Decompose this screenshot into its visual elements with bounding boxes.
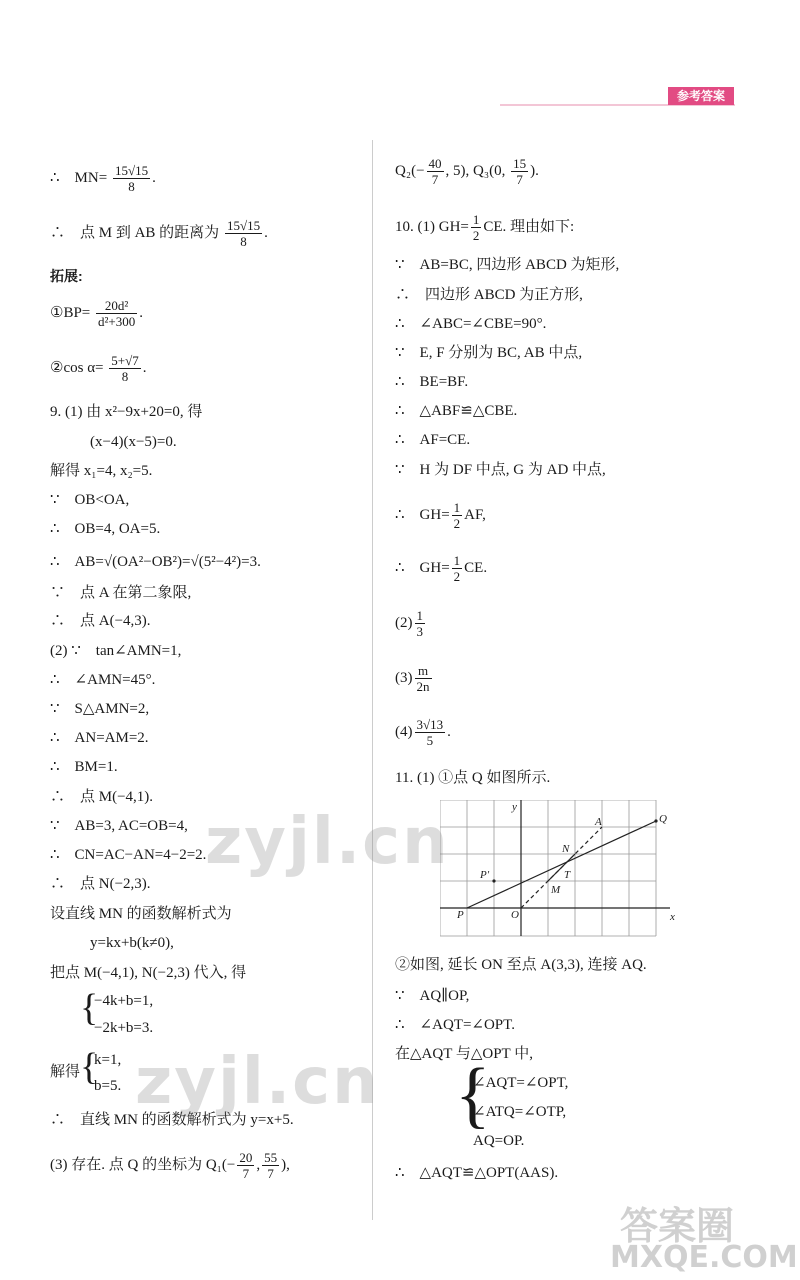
q9-line: (2) ∵ tan∠AMN=1, bbox=[50, 643, 182, 659]
q9-line: ∴ 点 N(−2,3). bbox=[50, 876, 151, 892]
q9-line: 把点 M(−4,1), N(−2,3) 代入, 得 bbox=[50, 965, 247, 981]
q11-line: 在△AQT 与△OPT 中, bbox=[395, 1046, 533, 1062]
q11-line: ②如图, 延长 ON 至点 A(3,3), 连接 AQ. bbox=[395, 957, 647, 973]
q10-line: 10. (1) GH= $\frac{1}{2}$ CE. 理由如下: bbox=[395, 212, 575, 243]
q9-line: ∴ CN=AC−AN=4−2=2. bbox=[50, 847, 207, 863]
line-mn: ∴ MN= $\frac{15√15}{8}$ . bbox=[50, 163, 156, 194]
q9-line-q1: (3) 存在. 点 Q 的坐标为 Q₁(− $\frac{20}{7}$ , $\frac{55}{7}$ ), bbox=[50, 1150, 290, 1181]
watermark-zyjl-1: zyjl.cn bbox=[205, 805, 450, 879]
q9-line: k=1, bbox=[94, 1052, 122, 1068]
q9-line: 解得 x₁=4, x₂=5. bbox=[50, 463, 153, 479]
label-p: P bbox=[457, 909, 464, 921]
q10-line: ∵ E, F 分别为 BC, AB 中点, bbox=[395, 345, 583, 361]
q9-line: ∴ AB=√(OA²−OB²)=√(5²−4²)=3. bbox=[50, 554, 261, 570]
q11-line: AQ=OP. bbox=[473, 1133, 525, 1149]
frac-bp: $\frac{\text{20d²}}{\text{d²+300}}$ bbox=[98, 298, 136, 329]
q9-line: b=5. bbox=[94, 1078, 122, 1094]
header-badge: 参考答案 bbox=[668, 87, 734, 105]
q9-line: 解得 bbox=[50, 1064, 81, 1080]
q11-line: ∵ AQ∥OP, bbox=[395, 988, 470, 1004]
point-q bbox=[654, 819, 657, 822]
label-y: y bbox=[512, 801, 517, 813]
label-t: T bbox=[564, 869, 571, 881]
q9-line: ∴ 直线 MN 的函数解析式为 y=x+5. bbox=[50, 1112, 294, 1128]
point-p-prime bbox=[492, 879, 495, 882]
q11-line: ∠ATQ=∠OTP, bbox=[473, 1104, 567, 1120]
system-brace-3: { bbox=[455, 1054, 491, 1136]
q9-line: y=kx+b(k≠0), bbox=[90, 935, 174, 951]
q10-line: (4) $\frac{3√13}{5}$ . bbox=[395, 717, 451, 748]
line-mn bbox=[548, 854, 575, 881]
label-m: M bbox=[551, 884, 561, 896]
q9-line: ∴ AN=AM=2. bbox=[50, 730, 149, 746]
label-x: x bbox=[670, 911, 675, 923]
section-extension: 拓展: bbox=[50, 268, 83, 284]
q10-line: ∵ AB=BC, 四边形 ABCD 为矩形, bbox=[395, 257, 620, 273]
line-q2-q3: Q₂(− $\frac{40}{7}$ , 5), Q₃(0, $\frac{15}{7}$ ). bbox=[395, 156, 539, 187]
frac-cos: $\frac{5+√7}{8}$ bbox=[111, 353, 139, 384]
q9-line: ∴ OB=4, OA=5. bbox=[50, 521, 161, 537]
line-bp: ①BP= $\frac{\text{20d²}}{\text{d²+300}}$ . bbox=[50, 298, 143, 329]
grid-lines bbox=[440, 800, 656, 936]
q9-line: 设直线 MN 的函数解析式为 bbox=[50, 906, 232, 922]
q9-line: ∵ OB<OA, bbox=[50, 492, 130, 508]
label-o: O bbox=[511, 909, 519, 921]
label-q: Q bbox=[659, 813, 667, 825]
q10-line: ∴ AF=CE. bbox=[395, 432, 471, 448]
q9-line: ∵ AB=3, AC=OB=4, bbox=[50, 818, 188, 834]
coordinate-grid-figure bbox=[440, 800, 680, 940]
watermark-daan: 答案圈 bbox=[620, 1204, 735, 1248]
watermark-mxqe: MXQE.COM bbox=[610, 1240, 798, 1275]
label-p-prime: P′ bbox=[480, 869, 490, 881]
q9-line: ∵ 点 A 在第二象限, bbox=[50, 585, 192, 601]
frac-distance: $\frac{15√15}{8}$ bbox=[226, 218, 261, 249]
q9-line: ∴ 点 M(−4,1). bbox=[50, 789, 154, 805]
q9-line: −2k+b=3. bbox=[94, 1020, 154, 1036]
q10-line: ∴ BE=BF. bbox=[395, 374, 469, 390]
q10-line: (3) $\frac{m}{2n}$ bbox=[395, 663, 430, 694]
q10-line: ∵ H 为 DF 中点, G 为 AD 中点, bbox=[395, 462, 606, 478]
label-n: N bbox=[562, 843, 570, 855]
line-cos: ②cos α= $\frac{5+√7}{8}$ . bbox=[50, 353, 147, 384]
q11-line: ∠AQT=∠OPT, bbox=[473, 1075, 569, 1091]
q9-line: −4k+b=1, bbox=[94, 993, 154, 1009]
q10-line: ∴ ∠ABC=∠CBE=90°. bbox=[395, 316, 547, 332]
watermark-zyjl-2: zyjl.cn bbox=[135, 1045, 380, 1119]
q9-line: ∴ 点 A(−4,3). bbox=[50, 613, 151, 629]
system-brace-2: { bbox=[80, 1046, 99, 1088]
q10-line: ∴ GH= $\frac{1}{2}$ CE. bbox=[395, 553, 488, 584]
line-pq bbox=[467, 821, 656, 908]
q10-line: ∴ GH= $\frac{1}{2}$ AF, bbox=[395, 500, 486, 531]
q11-line: ∴ △AQT≌△OPT(AAS). bbox=[395, 1165, 559, 1181]
q10-line: ∴ 四边形 ABCD 为正方形, bbox=[395, 287, 583, 303]
q9-line: ∵ S△AMN=2, bbox=[50, 701, 150, 717]
q10-line: (2) $\frac{1}{3}$ bbox=[395, 608, 423, 639]
q10-line: ∴ △ABF≌△CBE. bbox=[395, 403, 518, 419]
q11-line: 11. (1) ①点 Q 如图所示. bbox=[395, 770, 551, 786]
q9-line: (x−4)(x−5)=0. bbox=[90, 434, 177, 450]
system-brace-1: { bbox=[80, 987, 99, 1029]
q9-line: ∴ ∠AMN=45°. bbox=[50, 672, 156, 688]
label-a: A bbox=[595, 816, 602, 828]
q11-line: ∴ ∠AQT=∠OPT. bbox=[395, 1017, 515, 1033]
line-distance: ∴ 点 M 到 AB 的距离为 $\frac{15√15}{8}$ . bbox=[50, 218, 268, 249]
frac-mn: $\frac{15√15}{8}$ bbox=[114, 163, 149, 194]
q9-line: ∴ BM=1. bbox=[50, 759, 118, 775]
q9-line: 9. (1) 由 x²−9x+20=0, 得 bbox=[50, 404, 203, 420]
